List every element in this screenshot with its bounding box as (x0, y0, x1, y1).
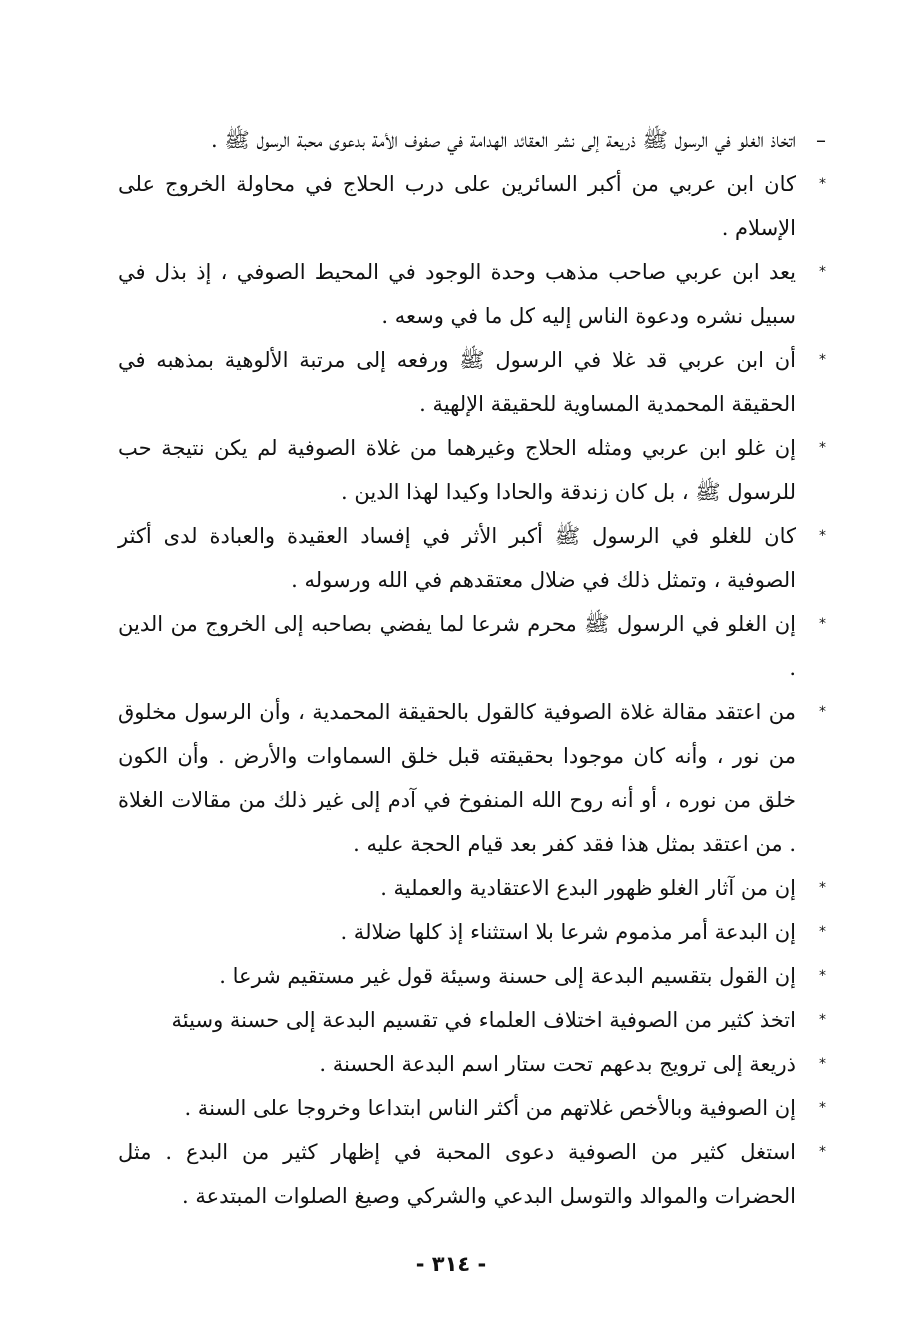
list-item-text: اتخاذ الغلو في الرسول ﷺ ذريعة إلى نشر العقائد الهدامة في صفوف الأمة بدعوى محبة الرسول ﷺ . (211, 128, 796, 152)
list-item (118, 514, 826, 602)
list-item (118, 910, 826, 954)
bullet-marker: * (819, 924, 826, 940)
list-item (118, 1086, 826, 1130)
bullet-marker: * (819, 352, 826, 368)
list-item (118, 250, 826, 338)
list-item (118, 866, 826, 910)
list-item-text: يعد ابن عربي صاحب مذهب وحدة الوجود في المحيط الصوفي ، إذ بذل في سبيل نشره ودعوة الناس إليه كل ما في وسعه . (118, 260, 796, 328)
list-item (118, 954, 826, 998)
bullet-marker: * (819, 616, 826, 632)
document-body (118, 118, 826, 1218)
list-item-text: كان ابن عربي من أكبر السائرين على درب الحلاج في محاولة الخروج على الإسلام . (118, 172, 796, 240)
bullet-marker: * (819, 440, 826, 456)
list-item-text: إن الصوفية وبالأخص غلاتهم من أكثر الناس ابتداعا وخروجا على السنة . (184, 1096, 796, 1120)
list-item (118, 602, 826, 690)
list-item-text: إن من آثار الغلو ظهور البدع الاعتقادية والعملية . (380, 876, 796, 900)
list-item-text: إن القول بتقسيم البدعة إلى حسنة وسيئة قول غير مستقيم شرعا . (219, 964, 796, 988)
list-item (118, 1042, 826, 1086)
bullet-marker: * (819, 1144, 826, 1160)
bullet-marker: * (819, 264, 826, 280)
bullet-marker: * (819, 968, 826, 984)
list-item-text: إن غلو ابن عربي ومثله الحلاج وغيرهما من غلاة الصوفية لم يكن نتيجة حب للرسول ﷺ ، بل كان زندقة والحادا وكيدا لهذا الدين . (118, 436, 796, 504)
list-item-text: إن البدعة أمر مذموم شرعا بلا استثناء إذ كلها ضلالة . (340, 920, 796, 944)
dash-marker: – (816, 128, 826, 152)
page-number: - ٣١٤ - (415, 1252, 487, 1276)
bullet-marker: * (819, 704, 826, 720)
list-item-text: من اعتقد مقالة غلاة الصوفية كالقول بالحقيقة المحمدية ، وأن الرسول مخلوق من نور ، وأنه كان موجودا بحقيقته قبل خلق السماوات والأرض . وأن الكون خلق من نوره ، أو أنه روح الله المنفوخ في آدم إلى غير ذلك من مقالات الغلاة . من اعتقد بمثل هذا فقد كفر بعد قيام الحجة عليه . (118, 700, 796, 856)
bullet-marker: * (819, 880, 826, 896)
list-item-text: ذريعة إلى ترويج بدعهم تحت ستار اسم البدعة الحسنة . (319, 1052, 796, 1076)
bullet-marker: * (819, 176, 826, 192)
list-item (118, 690, 826, 866)
bullet-marker: * (819, 528, 826, 544)
list-item-text: أن ابن عربي قد غلا في الرسول ﷺ ورفعه إلى مرتبة الألوهية بمذهبه في الحقيقة المحمدية المساوية للحقيقة الإلهية . (118, 348, 796, 416)
list-item (118, 162, 826, 250)
list-item (118, 998, 826, 1042)
list-item (118, 118, 826, 162)
list-item (118, 426, 826, 514)
bullet-marker: * (819, 1012, 826, 1028)
list-item-text: كان للغلو في الرسول ﷺ أكبر الأثر في إفساد العقيدة والعبادة لدى أكثر الصوفية ، وتمثل ذلك في ضلال معتقدهم في الله ورسوله . (118, 524, 796, 592)
list-item (118, 338, 826, 426)
list-item-text: استغل كثير من الصوفية دعوى المحبة في إظهار كثير من البدع . مثل الحضرات والموالد والتوسل البدعي والشركي وصيغ الصلوات المبتدعة . (118, 1140, 796, 1208)
list-item-text: إن الغلو في الرسول ﷺ محرم شرعا لما يفضي بصاحبه إلى الخروج من الدين . (118, 612, 796, 680)
list-item-text: اتخذ كثير من الصوفية اختلاف العلماء في تقسيم البدعة إلى حسنة وسيئة (171, 1008, 796, 1032)
bullet-marker: * (819, 1056, 826, 1072)
list-item (118, 1130, 826, 1218)
bullet-marker: * (819, 1100, 826, 1116)
